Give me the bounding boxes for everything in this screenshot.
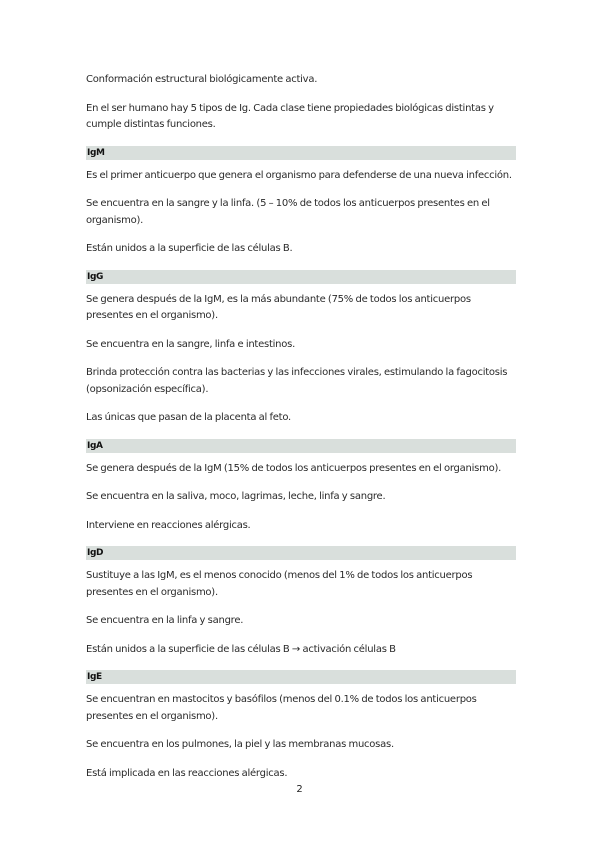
intro-paragraph: Conformación estructural biológicamente activa. bbox=[86, 74, 318, 85]
paragraph: Está implicada en las reacciones alérgicas. bbox=[86, 767, 288, 779]
paragraph: Se genera después de la IgM, es la más abundante (75% de todos los anticuerpos presentes en el organismo). bbox=[86, 293, 471, 321]
paragraph: Están unidos a la superficie de las células B. bbox=[86, 243, 293, 254]
paragraph: Se encuentra en la sangre, linfa e intestinos. bbox=[86, 338, 296, 350]
paragraph: Se encuentra en los pulmones, la piel y las membranas mucosas. bbox=[86, 739, 394, 750]
paragraph: Se encuentra en la saliva, moco, lagrimas, leche, linfa y sangre. bbox=[86, 491, 386, 502]
section-heading-igd: IgD bbox=[86, 546, 516, 560]
paragraph: Se encuentran en mastocitos y basófilos (menos del 0.1% de todos los anticuerpos presentes en el organismo). bbox=[86, 694, 477, 722]
paragraph: Se genera después de la IgM (15% de todos los anticuerpos presentes en el organismo). bbox=[86, 462, 502, 474]
section-heading-igm: IgM bbox=[86, 146, 516, 160]
section-heading-iga: IgA bbox=[86, 439, 516, 453]
paragraph: Se encuentra en la sangre y la linfa. (5 – 10% de todos los anticuerpos presentes en el organismo). bbox=[86, 198, 490, 226]
page-content bbox=[86, 72, 516, 794]
paragraph: Es el primer anticuerpo que genera el organismo para defenderse de una nueva infección. bbox=[86, 169, 512, 181]
paragraph: Interviene en reacciones alérgicas. bbox=[86, 519, 251, 531]
section-heading-igg: IgG bbox=[86, 270, 516, 284]
page-number: 2 bbox=[296, 784, 303, 795]
intro-paragraph: En el ser humano hay 5 tipos de Ig. Cada clase tiene propiedades biológicas distintas y cumple distintas funciones. bbox=[86, 102, 494, 130]
paragraph: Brinda protección contra las bacterias y las infecciones virales, estimulando la fagocitosis (opsonización específica). bbox=[86, 367, 508, 395]
paragraph: Se encuentra en la linfa y sangre. bbox=[86, 615, 244, 626]
section-heading-ige: IgE bbox=[86, 670, 516, 684]
paragraph: Las únicas que pasan de la placenta al feto. bbox=[86, 412, 291, 423]
paragraph: Están unidos a la superficie de las células B → activación células B bbox=[86, 643, 396, 655]
paragraph: Sustituye a las IgM, es el menos conocido (menos del 1% de todos los anticuerpos presentes en el organismo). bbox=[86, 570, 473, 598]
